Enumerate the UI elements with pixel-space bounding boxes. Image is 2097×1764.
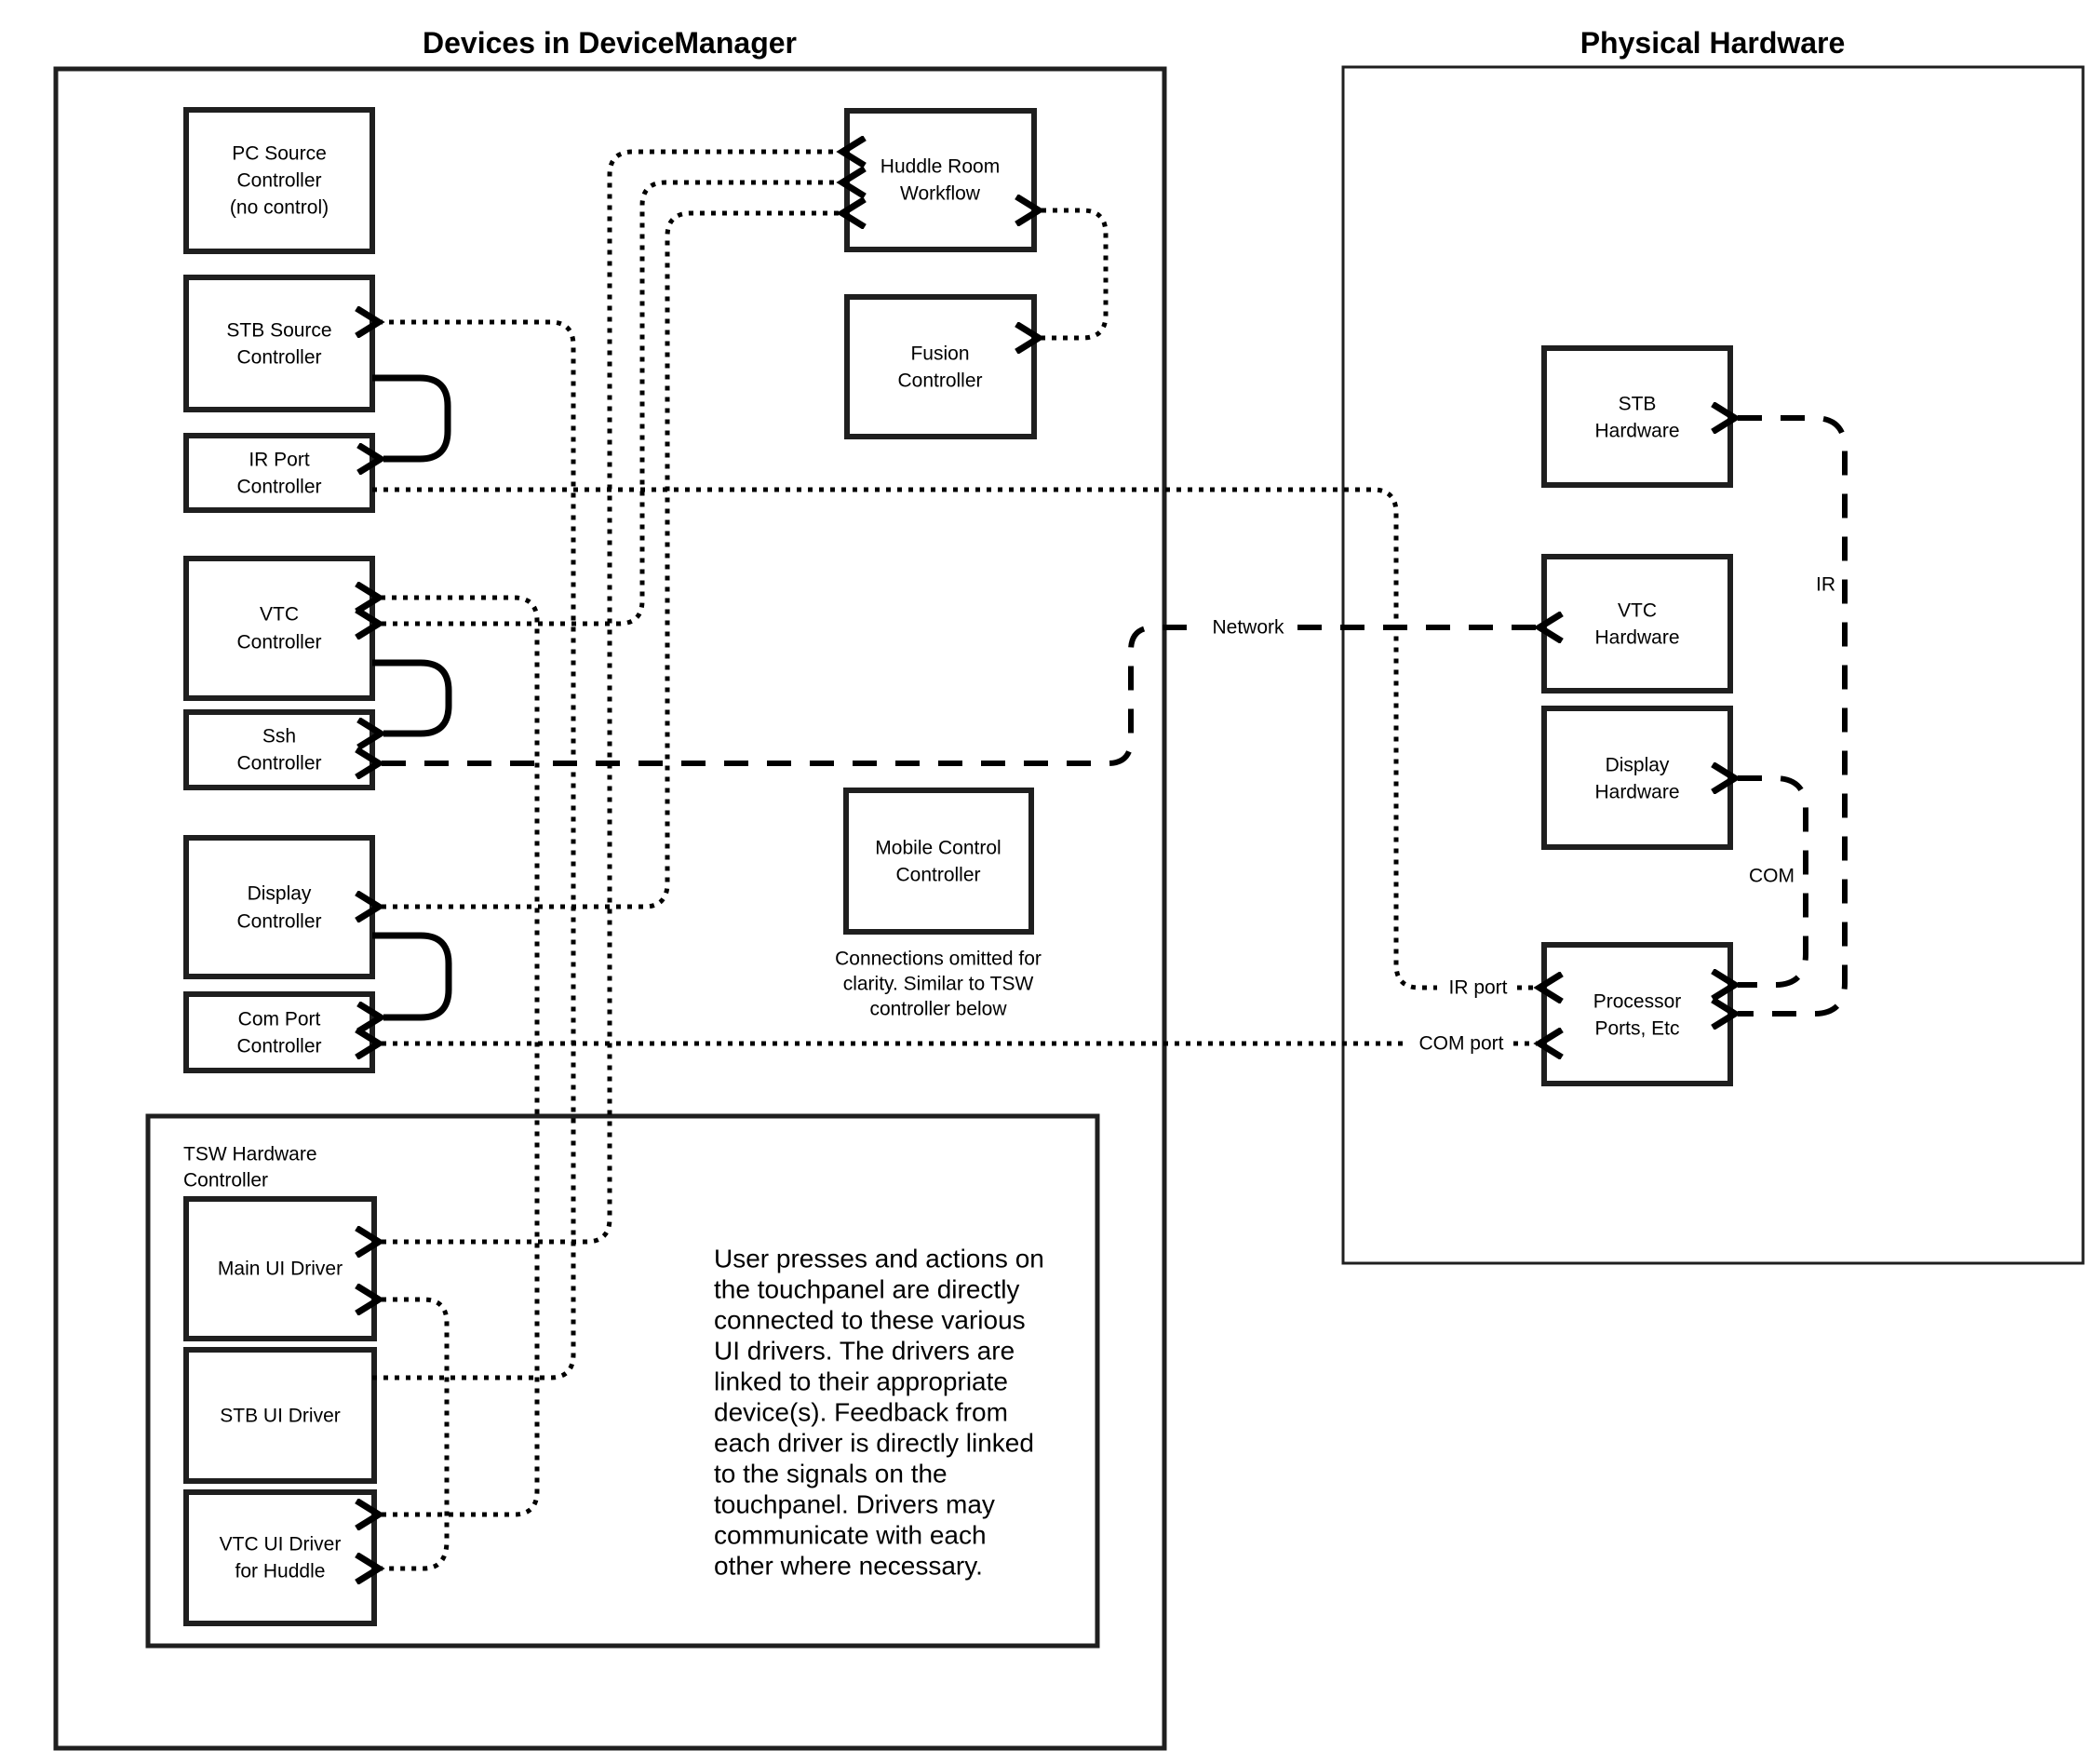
paragraph-line: other where necessary.	[714, 1551, 983, 1581]
connector-huddle-fusion	[1042, 210, 1106, 338]
node-display-controller	[186, 838, 372, 976]
node-vtc-controller	[186, 559, 372, 698]
tsw-label-line: TSW Hardware	[183, 1143, 317, 1165]
node-stb-ui-driver	[186, 1350, 374, 1481]
node-label: PC Source	[232, 142, 327, 165]
node-label: STB UI Driver	[220, 1405, 341, 1427]
node-label: VTC UI Driver	[219, 1533, 342, 1555]
node-label: Main UI Driver	[217, 1258, 343, 1280]
network-line-label: Network	[1212, 616, 1284, 639]
paragraph-line: User presses and actions on	[714, 1244, 1044, 1273]
ir-line-label: IR	[1816, 573, 1835, 596]
connector-stbsource-to-irport	[372, 378, 448, 459]
node-label: Hardware	[1594, 626, 1680, 649]
node-stb-hardware	[1544, 348, 1730, 485]
node-ssh-controller	[186, 712, 372, 788]
com-line-label: COM	[1749, 865, 1795, 887]
node-mobile-control-controller	[846, 790, 1031, 932]
ir-port-line-label: IR port	[1448, 976, 1508, 999]
tsw-container-label	[183, 1144, 317, 1192]
node-label: Controller	[236, 910, 322, 933]
node-huddle-room-workflow	[847, 111, 1034, 249]
node-label: Controller	[895, 864, 981, 886]
touchpanel-description-paragraph	[714, 1245, 1044, 1581]
node-vtc-ui-driver-for-huddle	[186, 1492, 374, 1623]
node-label: Controller	[236, 631, 322, 653]
node-label: Display	[247, 882, 312, 905]
node-label: Mobile Control	[875, 837, 1001, 859]
com-port-line-label: COM port	[1418, 1032, 1504, 1055]
node-label: Controller	[236, 346, 322, 369]
paragraph-line: to the signals on the	[714, 1459, 948, 1488]
node-pc-source-controller	[186, 110, 372, 251]
node-label: STB Source	[226, 319, 332, 342]
node-label: Hardware	[1594, 420, 1680, 442]
node-label: Workflow	[900, 182, 980, 205]
paragraph-line: the touchpanel are directly	[714, 1274, 1020, 1304]
paragraph-line: communicate with each	[714, 1520, 987, 1550]
node-ir-port-controller	[186, 436, 372, 510]
node-label: VTC	[260, 603, 299, 626]
paragraph-line: linked to their appropriate	[714, 1367, 1008, 1396]
tsw-label-line: Controller	[183, 1169, 269, 1192]
node-label: Fusion	[910, 343, 970, 365]
node-label: Controller	[236, 752, 322, 774]
connector-display-to-comport	[372, 936, 449, 1017]
caption-line: controller below	[869, 998, 1007, 1020]
node-label: Huddle Room	[880, 155, 1001, 178]
node-stb-source-controller	[186, 277, 372, 410]
node-com-port-controller	[186, 994, 372, 1071]
paragraph-line: each driver is directly linked	[714, 1428, 1034, 1458]
mobile-controller-caption	[835, 949, 1042, 1020]
paragraph-line: UI drivers. The drivers are	[714, 1336, 1015, 1366]
right-region-title: Physical Hardware	[1579, 26, 1846, 60]
paragraph-line: device(s). Feedback from	[714, 1397, 1008, 1427]
node-label: Ports, Etc	[1594, 1017, 1680, 1040]
node-label: Hardware	[1594, 781, 1680, 803]
connector-vtc-to-ssh	[372, 663, 449, 734]
node-display-hardware	[1544, 708, 1730, 847]
node-fusion-controller	[847, 297, 1034, 437]
connector-stbhw-processor-ir	[1738, 418, 1845, 1014]
node-label: VTC	[1618, 599, 1657, 622]
node-label: Controller	[236, 476, 322, 498]
node-label: STB	[1618, 393, 1657, 415]
node-label: (no control)	[229, 196, 329, 219]
node-label: Controller	[236, 1035, 322, 1057]
node-label: Ssh	[262, 725, 297, 747]
node-processor-ports	[1544, 945, 1730, 1084]
paragraph-line: touchpanel. Drivers may	[714, 1489, 995, 1519]
connector-ssh-vtchw-network	[382, 627, 1199, 763]
node-label: Com Port	[237, 1008, 321, 1030]
connector-stbui-stbsource	[372, 322, 573, 1378]
node-main-ui-driver	[186, 1199, 374, 1339]
node-label: Controller	[236, 169, 322, 192]
node-label: for Huddle	[235, 1560, 326, 1582]
caption-line: clarity. Similar to TSW	[842, 973, 1034, 995]
left-region-title: Devices in DeviceManager	[423, 26, 797, 60]
node-label: Display	[1605, 754, 1670, 776]
connector-mainui-vtcui	[382, 1299, 447, 1569]
node-label: Controller	[897, 370, 983, 392]
paragraph-line: connected to these various	[714, 1305, 1026, 1335]
node-label: Processor	[1593, 990, 1682, 1013]
node-vtc-hardware	[1544, 557, 1730, 691]
node-label: IR Port	[249, 449, 310, 471]
caption-line: Connections omitted for	[835, 948, 1042, 970]
